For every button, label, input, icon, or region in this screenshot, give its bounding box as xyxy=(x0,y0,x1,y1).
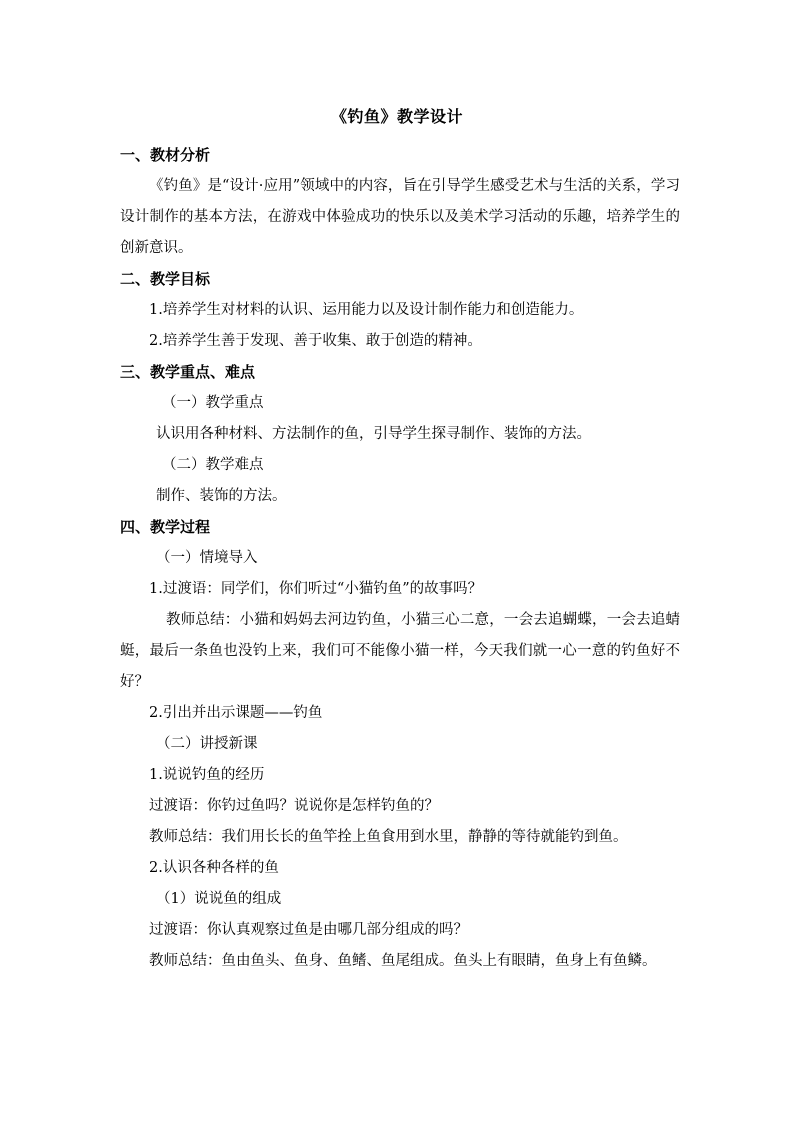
section-heading-goals: 二、教学目标 xyxy=(120,270,211,288)
goal-item-2: 2.培养学生善于发现、善于收集、敢于创造的精神。 xyxy=(149,333,482,349)
process-line-3-question: 过渡语：你钓过鱼吗？说说你是怎样钓鱼的？ xyxy=(149,798,439,814)
difficulty-body: 制作、装饰的方法。 xyxy=(156,488,287,504)
subheading-difficulty: （二）教学难点 xyxy=(162,457,264,473)
section-heading-analysis: 一、教材分析 xyxy=(120,146,211,164)
subheading-key-point: （一）教学重点 xyxy=(162,395,264,411)
subheading-intro: （一）情境导入 xyxy=(156,550,258,566)
section-heading-key-points: 三、教学重点、难点 xyxy=(120,363,256,381)
process-line-4-sub: （1）说说鱼的组成 xyxy=(156,891,282,907)
goal-item-1: 1.培养学生对材料的认识、运用能力以及设计制作能力和创造能力。 xyxy=(149,302,584,318)
section-heading-process: 四、教学过程 xyxy=(120,518,211,536)
key-point-body: 认识用各种材料、方法制作的鱼，引导学生探寻制作、装饰的方法。 xyxy=(156,426,591,442)
document-title: 《钓鱼》教学设计 xyxy=(330,107,463,126)
process-line-3-answer: 教师总结：我们用长长的鱼竿拴上鱼食用到水里，静静的等待就能钓到鱼。 xyxy=(149,829,628,845)
analysis-paragraph: 《钓鱼》是“设计·应用”领域中的内容，旨在引导学生感受艺术与生活的关系，学习设计制作的基本方法，在游戏中体验成功的快乐以及美术学习活动的乐趣，培养学生的创新意识。 xyxy=(120,178,680,256)
process-line-4-answer: 教师总结：鱼由鱼头、鱼身、鱼鳍、鱼尾组成。鱼头上有眼睛，鱼身上有鱼鳞。 xyxy=(149,953,657,969)
process-line-1-summary: 教师总结：小猫和妈妈去河边钓鱼，小猫三心二意，一会去追蝴蝶，一会去追蜻蜓，最后一条鱼也没钓上来，我们可不能像小猫一样，今天我们就一心一意的钓鱼好不好？ xyxy=(120,612,680,690)
process-line-3: 1.说说钓鱼的经历 xyxy=(149,767,265,783)
process-line-1: 1.过渡语：同学们，你们听过“小猫钓鱼”的故事吗？ xyxy=(149,581,483,597)
process-line-4: 2.认识各种各样的鱼 xyxy=(149,860,279,876)
process-line-4-question: 过渡语：你认真观察过鱼是由哪几部分组成的吗？ xyxy=(149,922,468,938)
process-line-2: 2.引出并出示课题——钓鱼 xyxy=(149,705,323,721)
document-body xyxy=(120,140,680,977)
subheading-new-lesson: （二）讲授新课 xyxy=(156,736,258,752)
